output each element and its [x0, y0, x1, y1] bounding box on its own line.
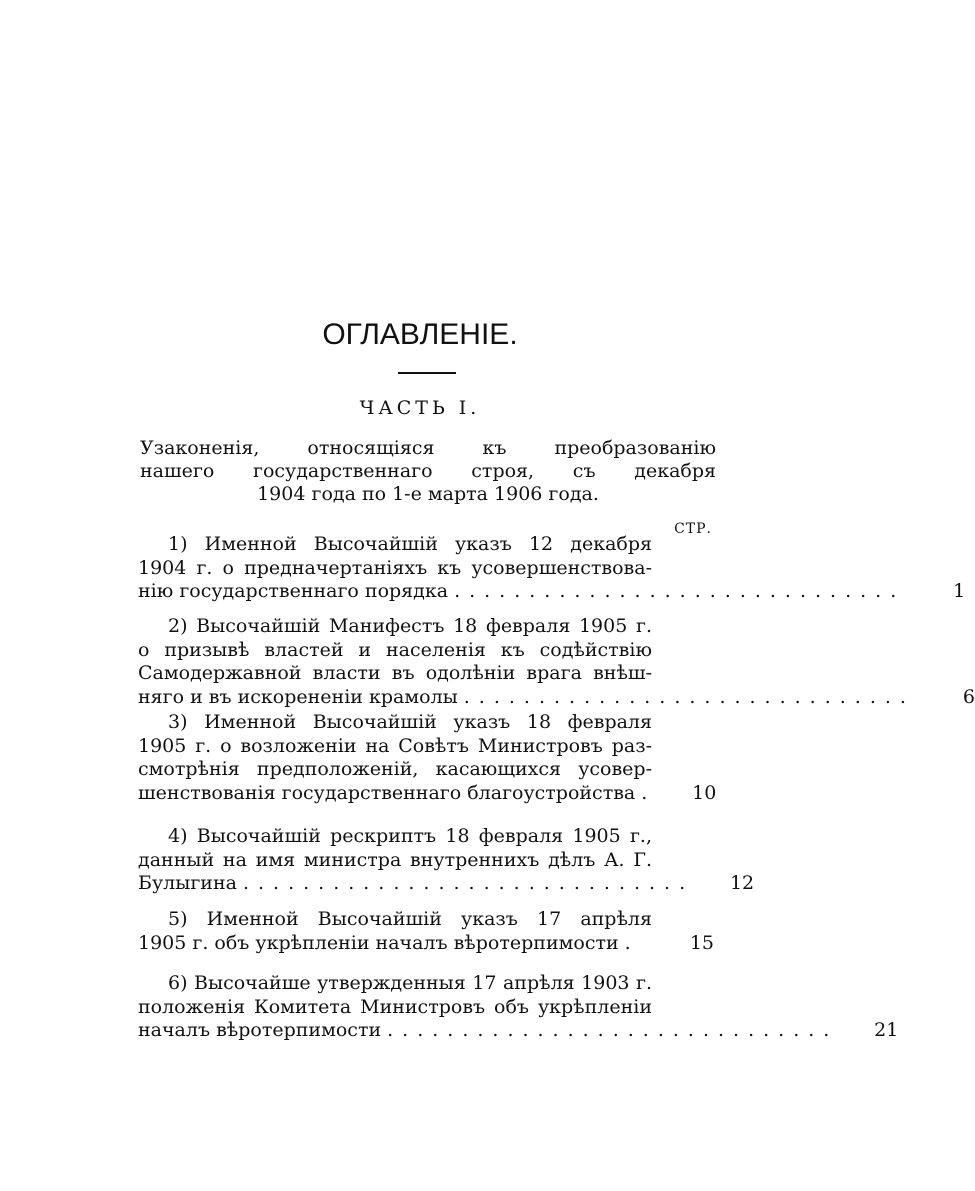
toc-page-number[interactable]: 1 [953, 580, 966, 602]
toc-entry-line: 1904 г. о предначертаніяхъ къ усовершенствова- [138, 556, 652, 579]
toc-entry-line: началъ вѣротерпимости [138, 1019, 382, 1041]
dot-leader: . [624, 931, 640, 954]
toc-entry-last-line [138, 685, 975, 710]
toc-entry[interactable] [138, 711, 717, 805]
page-column-label: СТР. [674, 521, 712, 537]
toc-entry-line: Самодержавной власти въ одолѣніи врага внѣш- [138, 662, 652, 684]
toc-page-number[interactable]: 15 [689, 931, 714, 954]
toc-entry-line: Булыгина [138, 872, 237, 894]
dot-leader: . [641, 781, 657, 804]
toc-page-number[interactable]: 10 [692, 781, 717, 804]
toc-entry[interactable] [138, 825, 755, 896]
toc-entry-line: нію государственнаго порядка [138, 580, 449, 602]
toc-entry-line: шенствованія государственнаго благоустройства [138, 781, 636, 804]
toc-entry[interactable] [138, 972, 899, 1043]
toc-entry-line: 4) Высочайшій рескриптъ 18 февраля 1905 г., [168, 825, 652, 847]
toc-entry-line: 5) Именной Высочайшій указъ 17 апрѣля [168, 908, 652, 930]
dot-leader: .............................. [454, 580, 906, 602]
dot-leader: .............................. [387, 1019, 839, 1041]
title-divider [398, 372, 456, 374]
dot-leader: .............................. [242, 872, 695, 894]
toc-entry-last-line [138, 872, 755, 896]
toc-entry-line: 2) Высочайшій Манифестъ 18 февраля 1905 г. [168, 615, 652, 637]
page-title: ОГЛАВЛЕНІЕ. [322, 318, 518, 351]
toc-entry-line: смотрѣнія предположеній, касающихся усовер- [138, 758, 652, 780]
toc-entry[interactable] [138, 908, 714, 955]
toc-entry-line: о призывѣ властей и населенія къ содѣйствію [138, 638, 652, 661]
section-heading [140, 437, 716, 506]
toc-entry-line: 1) Именной Высочайшій указъ 12 декабря [168, 533, 652, 555]
toc-entry-line: няго и въ искорененіи крамолы [138, 685, 458, 708]
section-heading-line: 1904 года по 1-е марта 1906 года. [257, 483, 599, 505]
toc-entry-last-line [138, 932, 714, 956]
toc-entry-last-line [138, 781, 717, 806]
toc-page-number[interactable]: 21 [874, 1019, 899, 1041]
toc-entry-line: 1905 г. объ укрѣпленіи началъ вѣротерпимости [138, 931, 619, 954]
toc-entry-line: 3) Именной Высочайшій указъ 18 февраля [168, 711, 652, 733]
section-heading-line: Узаконенія, относящіяся къ преобразованію [140, 437, 716, 459]
part-heading: ЧАСТЬ I. [359, 397, 481, 419]
toc-entry-last-line [138, 580, 966, 604]
toc-entry[interactable] [138, 615, 975, 709]
toc-entry-line: 1905 г. о возложеніи на Совѣтъ Министровъ раз- [138, 734, 652, 757]
toc-entry-line: положенія Комитета Министровъ объ укрѣпленіи [138, 995, 652, 1018]
toc-entry-last-line [138, 1019, 899, 1043]
toc-entry-line: 6) Высочайше утвержденныя 17 апрѣля 1903 г. [168, 972, 652, 994]
section-heading-line: нашего государственнаго строя, съ декабря [140, 460, 716, 482]
dot-leader: .............................. [463, 685, 915, 708]
toc-entry-line: данный на имя министра внутреннихъ дѣлъ А. Г. [138, 848, 652, 871]
toc-page-number[interactable]: 12 [729, 872, 755, 894]
toc-page-number[interactable]: 6 [962, 685, 975, 708]
toc-entry[interactable] [138, 533, 966, 604]
